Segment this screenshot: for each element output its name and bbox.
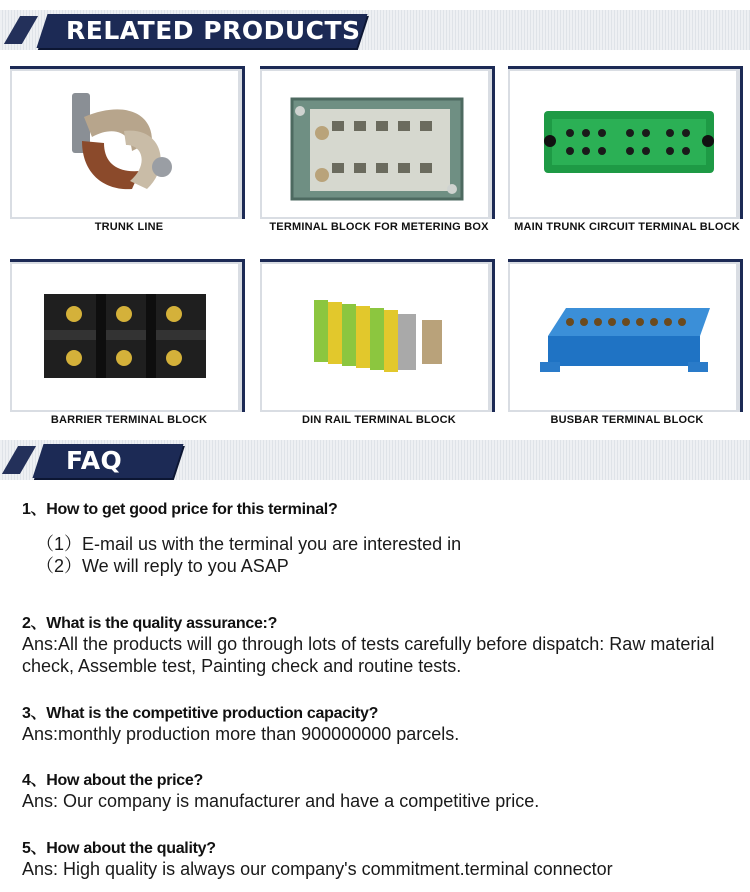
product-card-metering-box[interactable] [260,66,500,251]
metering-box-terminal-photo [262,71,488,217]
product-card-trunk-line[interactable] [10,66,250,251]
trunk-line-clamp-photo [12,71,238,217]
faq-answer: Ans: Our company is manufacturer and have a competitive price. [22,791,540,811]
product-frame [508,66,743,219]
faq-question: 3、What is the competitive production capacity? [22,705,379,722]
faq-item-4 [22,767,732,812]
product-name: TRUNK LINE [94,221,164,233]
product-frame [508,259,743,412]
faq-answer: Ans: High quality is always our company's commitment.terminal connector [22,859,613,879]
green-terminal-block-photo [510,71,736,217]
product-name: MAIN TRUNK CIRCUIT TERMINAL BLOCK [514,221,740,233]
product-name: BARRIER TERMINAL BLOCK [50,414,208,426]
faq-title: FAQ [66,446,123,475]
product-card-main-trunk[interactable] [508,66,748,251]
faq-sub-answer: （1）E-mail us with the terminal you are interested in [36,534,462,554]
product-card-busbar[interactable] [508,259,748,444]
faq-answer: Ans:All the products will go through lots of tests carefully before dispatch: Raw material check, Assemble test, Painting check and routine tests. [22,634,715,676]
faq-question: 4、How about the price? [22,772,203,789]
faq-question: 1、How to get good price for this terminal? [22,501,338,518]
faq-answer: Ans:monthly production more than 900000000 parcels. [22,724,460,744]
product-frame [260,66,495,219]
faq-item-5 [22,835,732,880]
related-products-banner [0,10,750,50]
product-name: BUSBAR TERMINAL BLOCK [550,414,704,426]
product-card-din-rail[interactable] [260,259,500,444]
product-frame [10,259,245,412]
related-products-title: RELATED PRODUCTS [66,16,361,45]
faq-item-2 [22,610,732,677]
product-frame [10,66,245,219]
barrier-terminal-photo [12,264,238,410]
faq-question: 2、What is the quality assurance:? [22,615,278,632]
faq-item-3 [22,700,732,745]
product-name: TERMINAL BLOCK FOR METERING BOX [269,221,489,233]
faq-banner [0,440,750,480]
product-card-barrier[interactable] [10,259,250,444]
din-rail-terminal-photo [262,264,488,410]
product-frame [260,259,495,412]
faq-question: 5、How about the quality? [22,840,216,857]
faq-item-1 [22,496,732,577]
busbar-terminal-photo [510,264,736,410]
faq-sub-answer: （2）We will reply to you ASAP [36,556,289,576]
product-name: DIN RAIL TERMINAL BLOCK [302,414,456,426]
